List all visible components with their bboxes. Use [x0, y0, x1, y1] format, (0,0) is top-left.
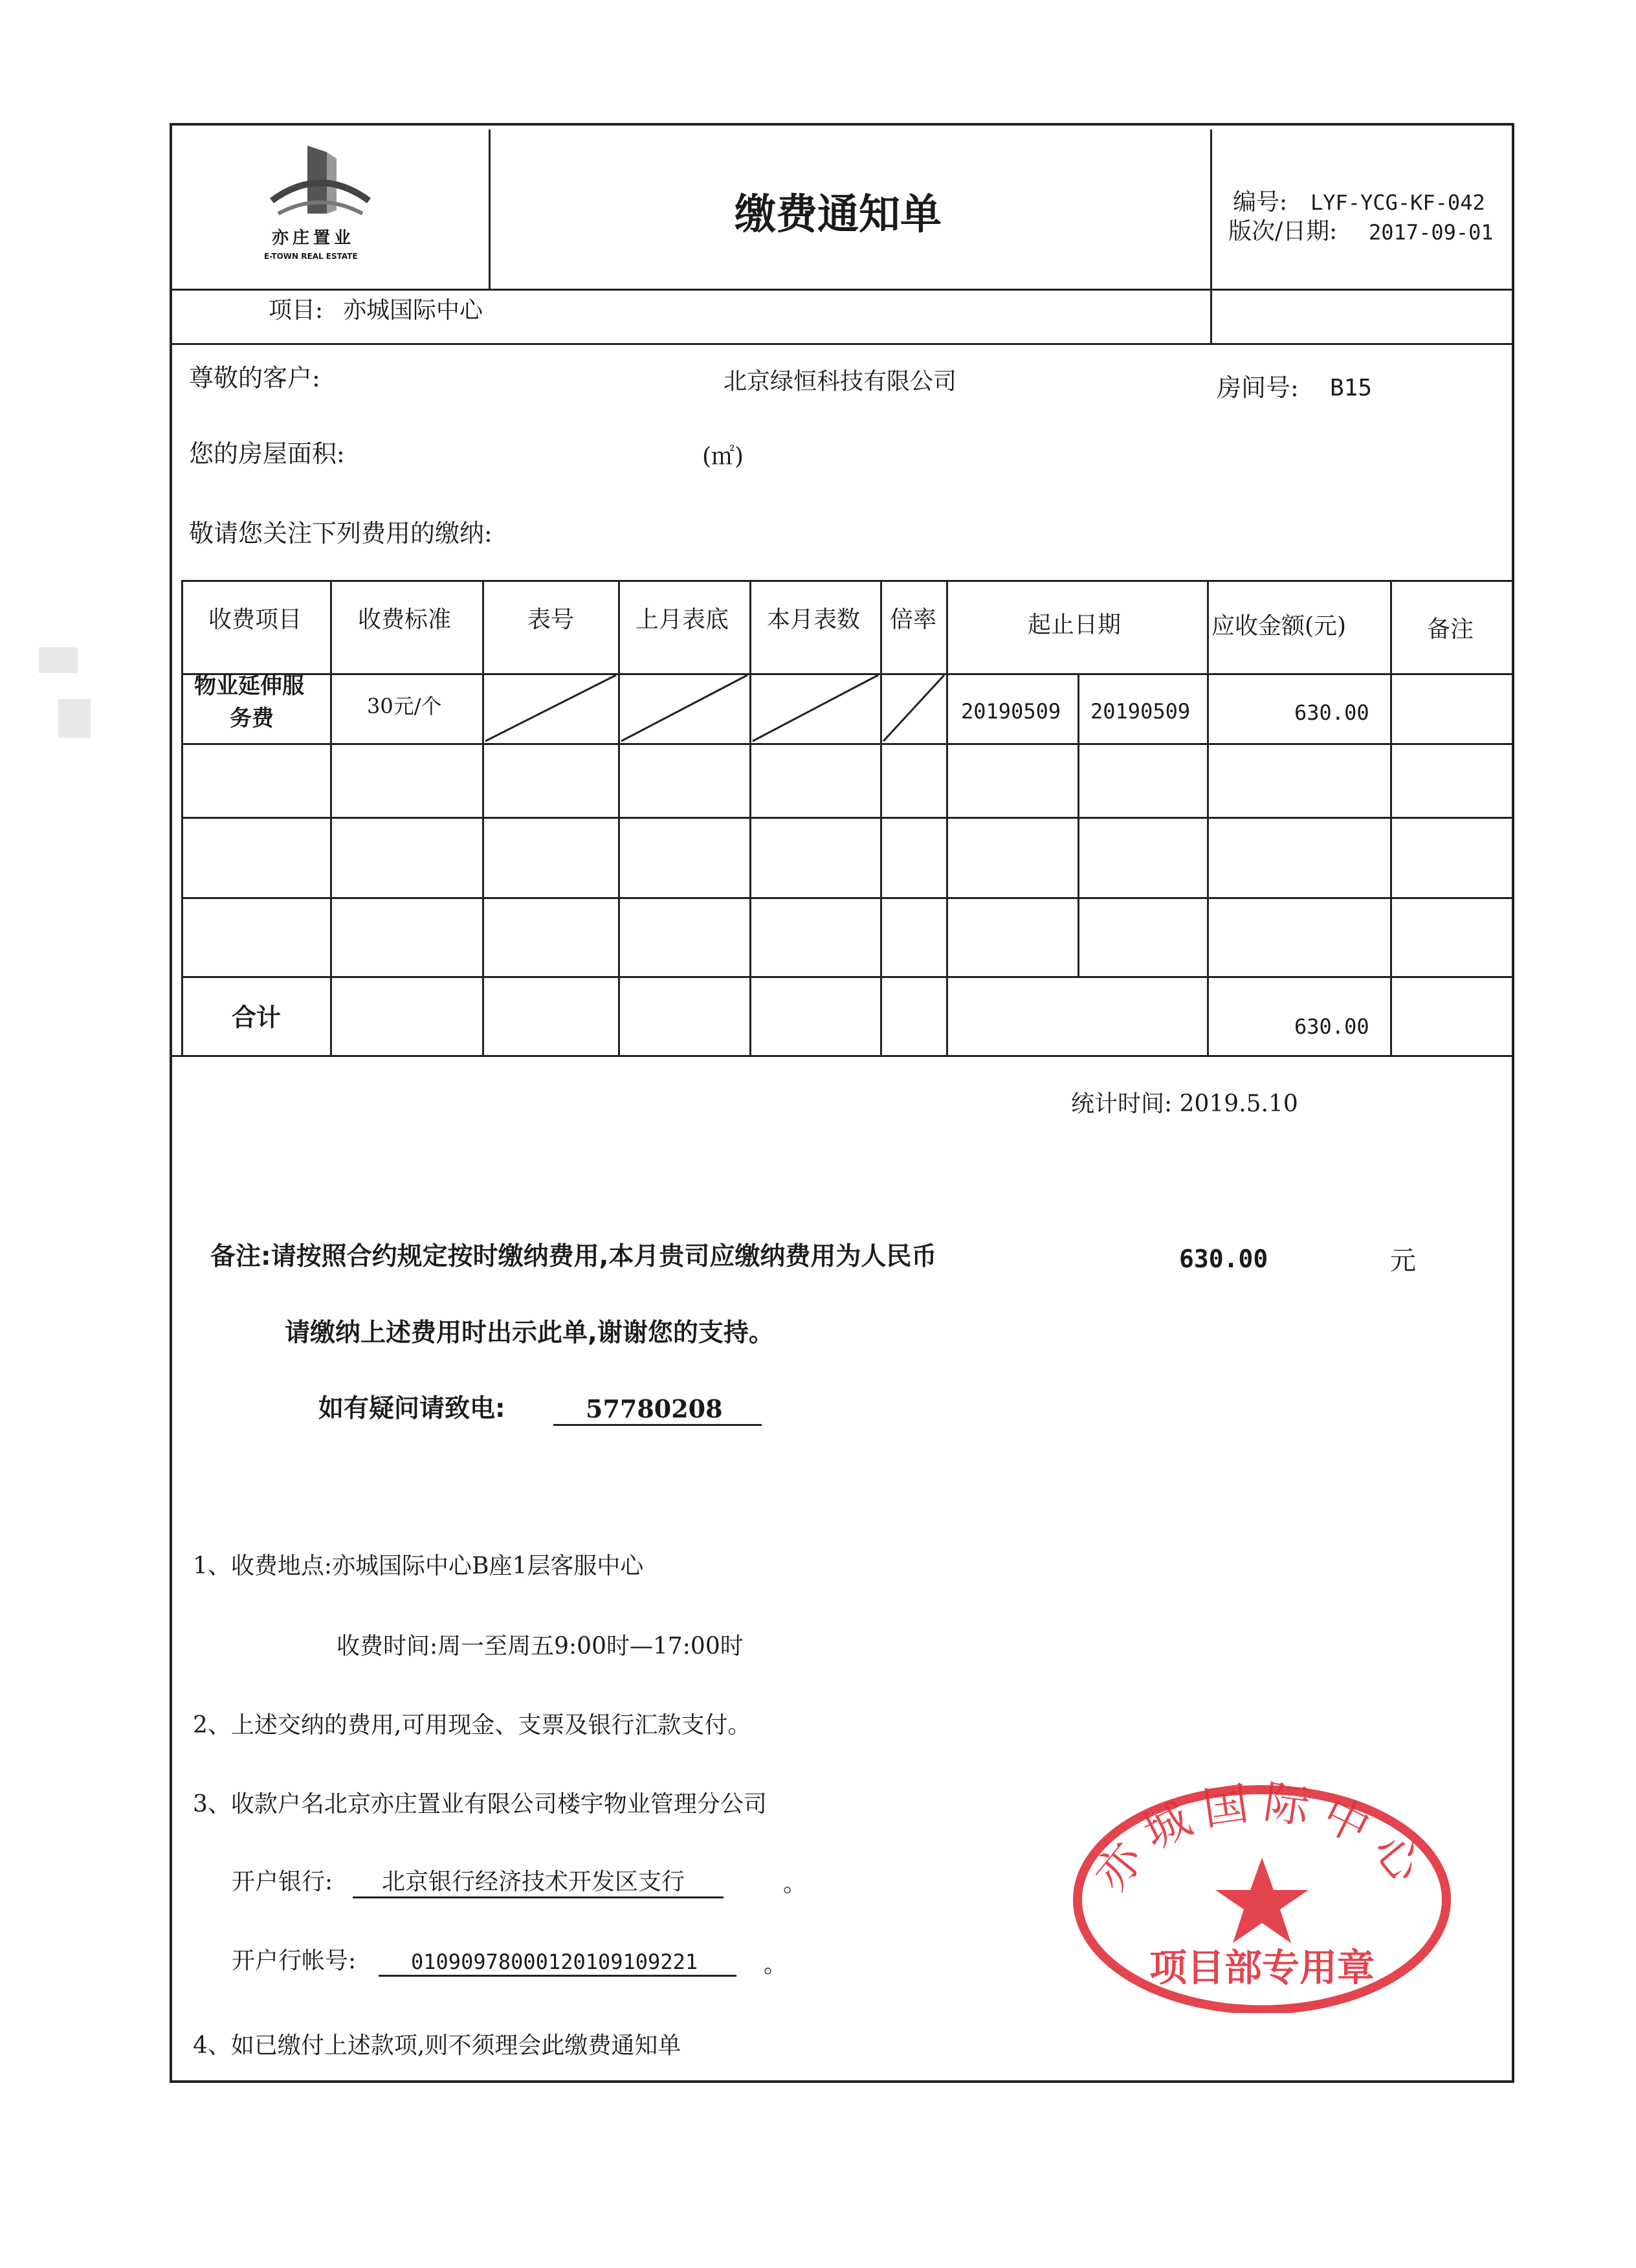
svg-text:亦城国际中心: 亦城国际中心 — [1083, 1775, 1441, 1901]
phone-number: 57780208 — [553, 1397, 762, 1426]
row1-item-line1: 物业延伸服 — [194, 673, 304, 699]
total-label: 合计 — [232, 1003, 282, 1032]
header-multiplier: 倍率 — [890, 606, 937, 633]
code-label: 编号: — [1233, 189, 1288, 216]
page-title: 缴费通知单 — [735, 191, 942, 239]
header-current-reading: 本月表数 — [767, 606, 861, 633]
note-1: 1、收费地点:亦城国际中心B座1层客服中心 — [193, 1553, 644, 1579]
remarks-currency: 元 — [1390, 1246, 1416, 1276]
project-value: 亦城国际中心 — [343, 297, 483, 324]
header-meter-no: 表号 — [527, 606, 575, 633]
remarks-line1: 备注:请按照合约规定按时缴纳费用,本月贵司应缴纳费用为人民币 — [210, 1242, 937, 1271]
account-label: 开户行帐号: — [232, 1948, 357, 1974]
account-value: 01090978000120109109221 — [379, 1951, 736, 1977]
logo-name-cn: 亦庄置业 — [272, 228, 355, 248]
header-fee-item: 收费项目 — [208, 606, 302, 633]
bank-value: 北京银行经济技术开发区支行 — [353, 1871, 724, 1898]
room-label: 房间号: — [1217, 373, 1299, 402]
notice-text: 敬请您关注下列费用的缴纳: — [189, 519, 492, 548]
header-fee-standard: 收费标准 — [358, 606, 452, 633]
row1-standard: 30元/个 — [367, 694, 442, 718]
row1-amount: 630.00 — [1294, 700, 1369, 725]
note-4: 4、如已缴付上述款项,则不须理会此缴费通知单 — [193, 2032, 681, 2059]
customer-name: 北京绿恒科技有限公司 — [724, 368, 957, 395]
note-2: 2、上述交纳的费用,可用现金、支票及银行汇款支付。 — [193, 1712, 751, 1739]
svg-text:项目部专用章: 项目部专用章 — [1149, 1946, 1375, 1990]
total-amount: 630.00 — [1294, 1014, 1369, 1039]
header-amount: 应收金额(元) — [1211, 613, 1347, 639]
phone-label: 如有疑问请致电: — [318, 1394, 505, 1423]
code-value: LYF-YCG-KF-042 — [1310, 190, 1485, 215]
row1-start-date: 20190509 — [961, 699, 1061, 724]
header-date-range: 起止日期 — [1028, 612, 1122, 638]
note-1-hours: 收费时间:周一至周五9:00时—17:00时 — [337, 1633, 744, 1660]
stat-time: 统计时间: 2019.5.10 — [1071, 1091, 1298, 1117]
logo-name-en: E-TOWN REAL ESTATE — [264, 252, 358, 261]
remarks-line2: 请缴纳上述费用时出示此单,谢谢您的支持。 — [285, 1318, 774, 1348]
remarks-amount: 630.00 — [1179, 1245, 1268, 1273]
bank-period: 。 — [783, 1871, 807, 1897]
version-label: 版次/日期: — [1228, 218, 1338, 245]
header-last-reading: 上月表底 — [636, 606, 729, 633]
company-seal-stamp — [1068, 1761, 1456, 2013]
row1-item-line2: 务费 — [230, 706, 274, 731]
room-value: B15 — [1330, 375, 1373, 401]
note-3: 3、收款户名北京亦庄置业有限公司楼宇物业管理分公司 — [193, 1791, 767, 1818]
area-label: 您的房屋面积: — [189, 439, 345, 468]
bank-label: 开户银行: — [232, 1869, 333, 1895]
row1-end-date: 20190509 — [1090, 699, 1191, 724]
row1-slash-marks — [0, 0, 1636, 777]
version-value: 2017-09-01 — [1369, 220, 1494, 245]
account-period: 。 — [764, 1951, 788, 1978]
area-unit: (㎡) — [702, 443, 744, 470]
customer-label: 尊敬的客户: — [189, 364, 320, 392]
header-remarks: 备注 — [1427, 616, 1474, 643]
project-label: 项目: — [269, 297, 324, 324]
